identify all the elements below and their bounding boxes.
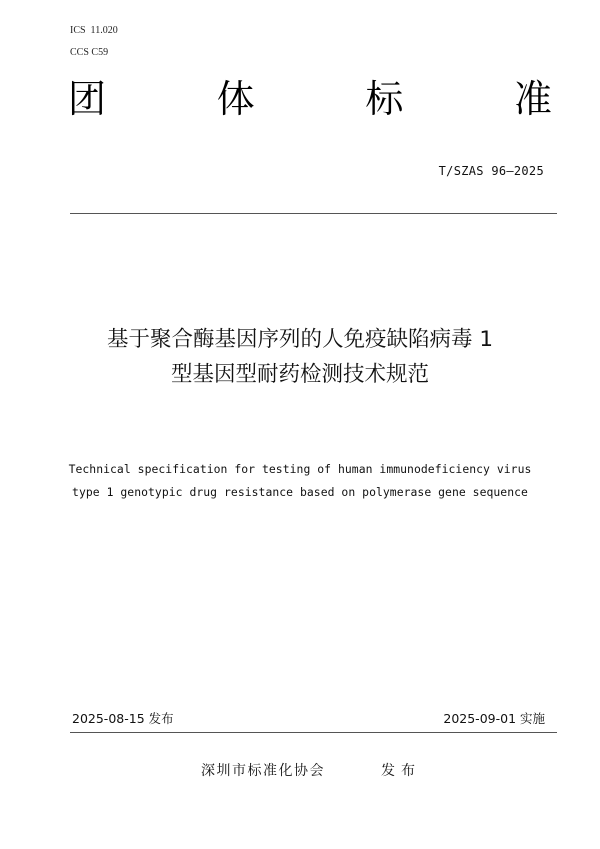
ccs-code: CCS C59 (70, 47, 109, 58)
bottom-divider (70, 732, 557, 733)
chinese-title-line-2: 型基因型耐药检测技术规范 (170, 362, 429, 387)
publisher-name: 深圳市标准化协会 (201, 763, 325, 779)
top-divider (70, 213, 557, 214)
chinese-title-line-1: 基于聚合酶基因序列的人免疫缺陷病毒 1 (106, 327, 493, 352)
publisher-row (0, 761, 600, 781)
doc-type-char: 标 (365, 77, 404, 121)
publish-label: 发布 (381, 763, 421, 779)
standard-number: T/SZAS 96—2025 (438, 164, 544, 178)
doc-type-char: 团 (68, 77, 107, 121)
ics-code: ICS 11.020 (70, 25, 118, 36)
english-title-line-1: Technical specification for testing of human immunodeficiency virus (68, 462, 532, 476)
english-title-line-2: type 1 genotypic drug resistance based on polymerase gene sequence (72, 485, 528, 499)
doc-type-char: 体 (216, 77, 255, 121)
document-type-heading (68, 74, 552, 124)
publish-date: 2025-08-15 发布 (72, 711, 174, 726)
doc-type-char: 准 (513, 77, 552, 121)
implementation-date: 2025-09-01 实施 (443, 711, 545, 726)
